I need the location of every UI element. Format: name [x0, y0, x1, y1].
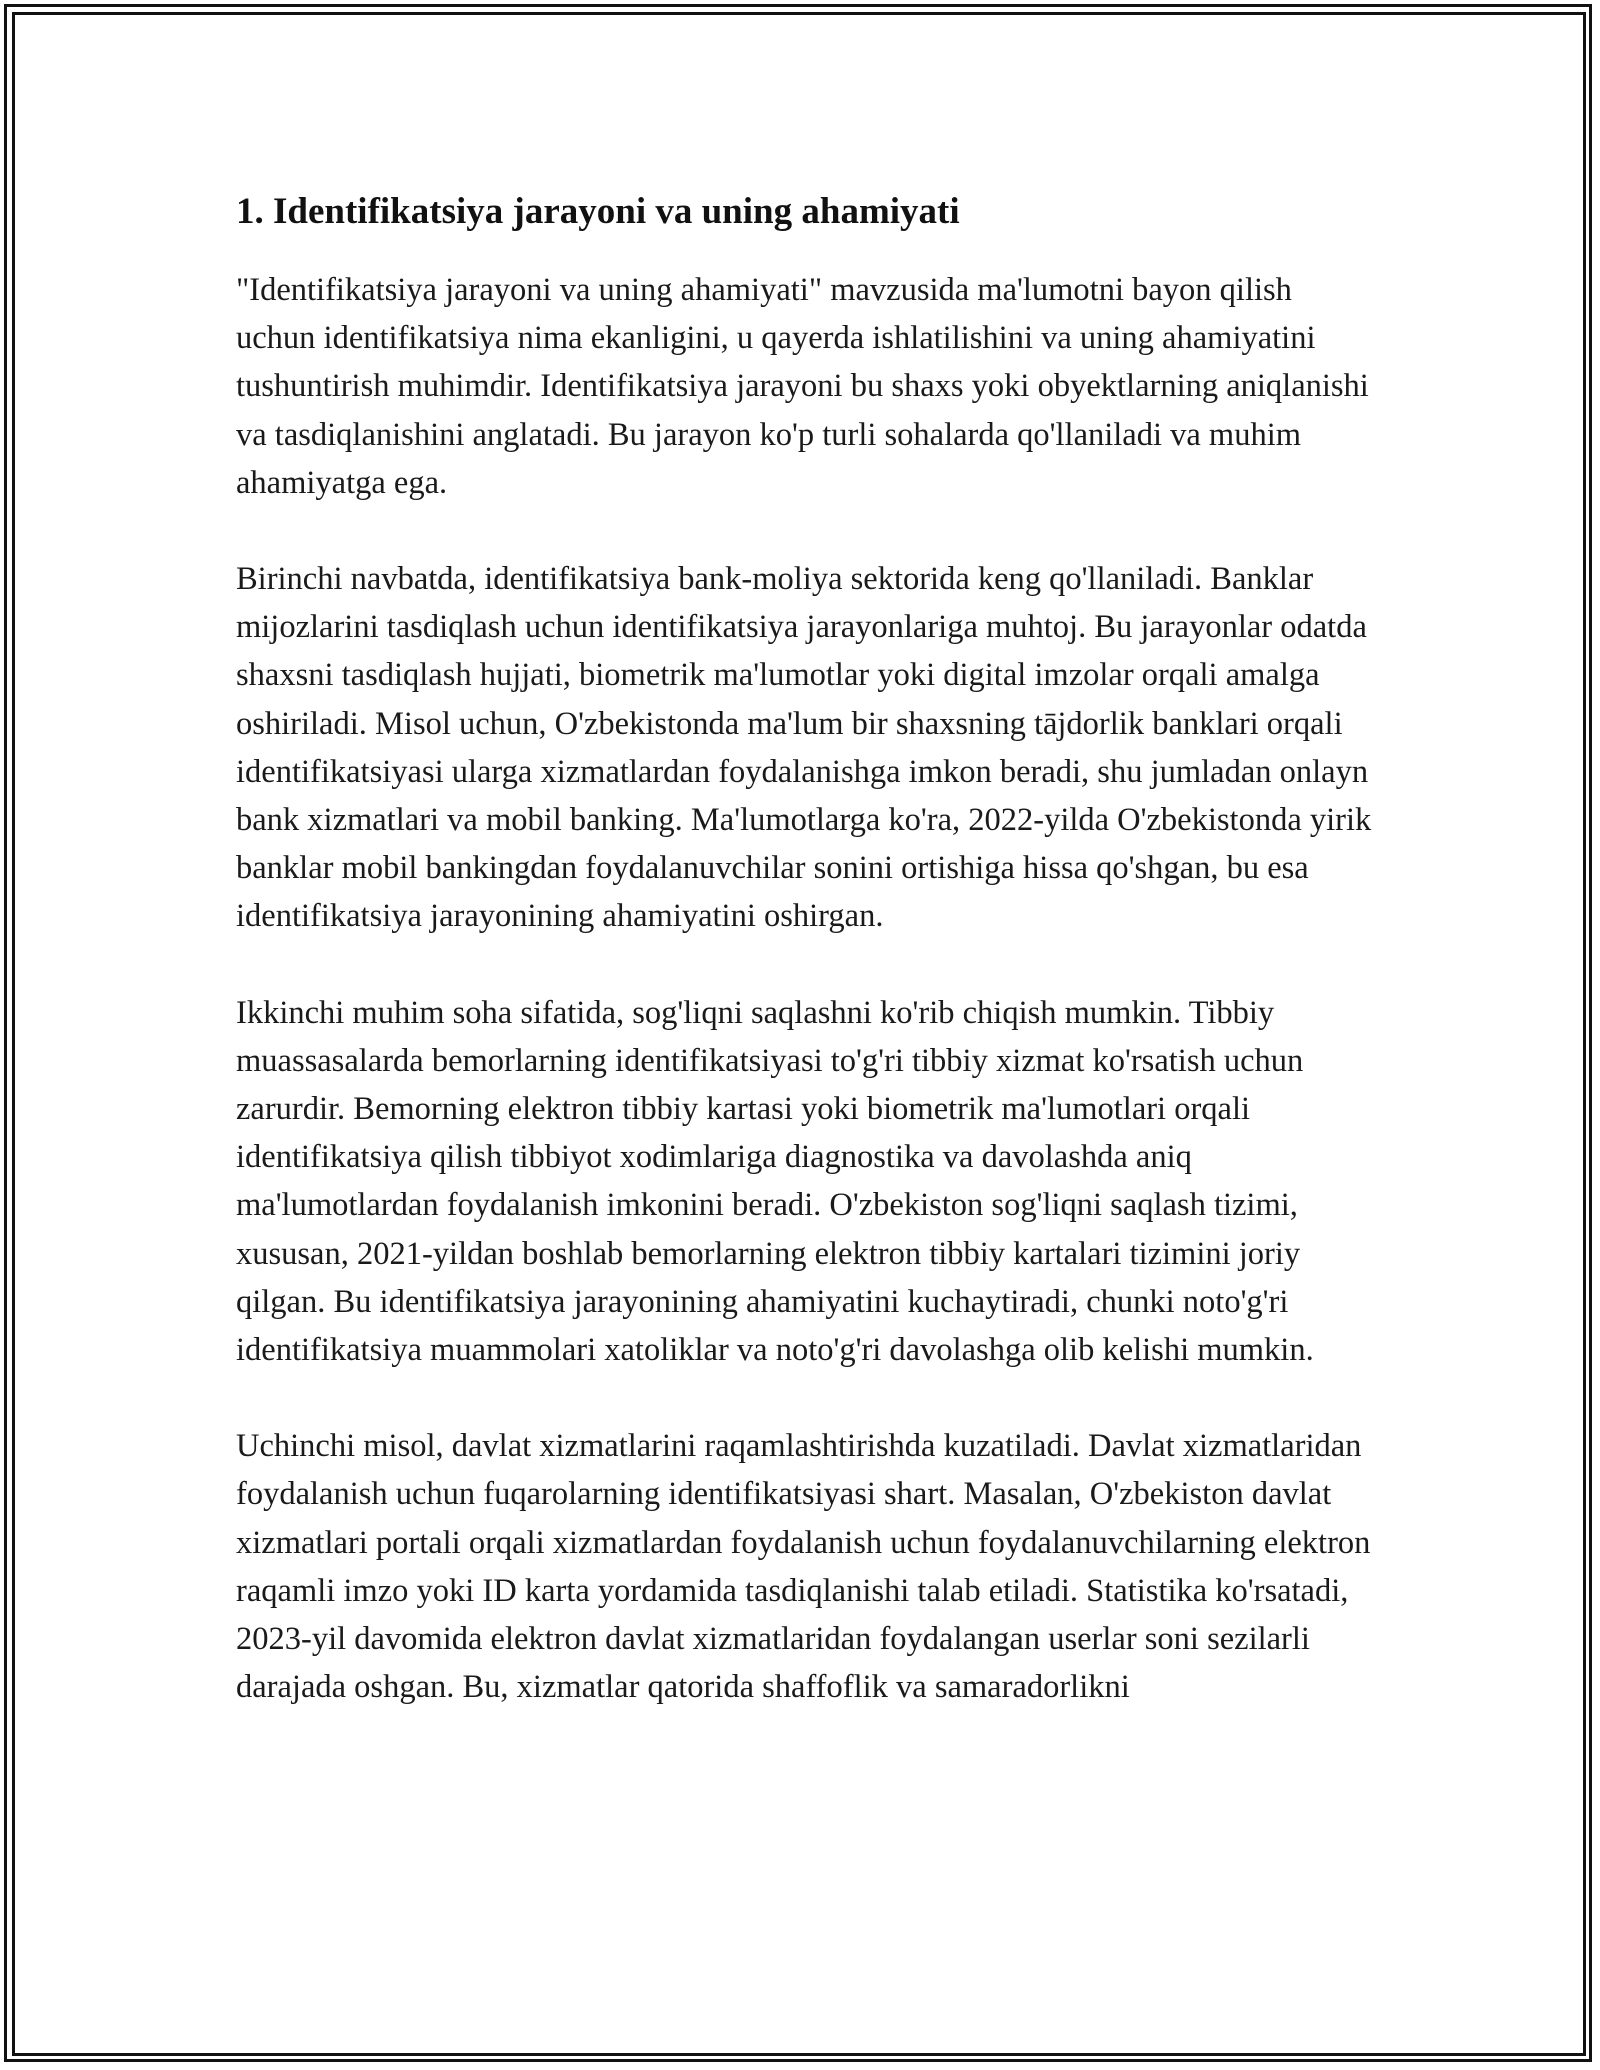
- document-body: [236, 188, 1376, 1759]
- paragraph-banking: Birinchi navbatda, identifikatsiya bank-moliya sektorida keng qo'llaniladi. Banklar mijozlarini tasdiqlash uchun identifikatsiya jarayonlariga muhtoj. Bu jarayonlar odatda shaxsni tasdiqlash hujjati, biometrik ma'lumotlar yoki digital imzolar orqali amalga oshiriladi. Misol uchun, O'zbekistonda ma'lum bir shaxsning tājdorlik banklari orqali identifikatsiyasi ularga xizmatlardan foydalanishga imkon beradi, shu jumladan onlayn bank xizmatlari va mobil banking. Ma'lumotlarga ko'ra, 2022-yilda O'zbekistonda yirik banklar mobil bankingdan foydalanuvchilar sonini ortishiga hissa qo'shgan, bu esa identifikatsiya jarayonining ahamiyatini oshirgan.: [236, 561, 1372, 935]
- section-heading: 1. Identifikatsiya jarayoni va uning ahamiyati: [236, 191, 960, 232]
- paragraph-healthcare: Ikkinchi muhim soha sifatida, sog'liqni saqlashni ko'rib chiqish mumkin. Tibbiy muassasalarda bemorlarning identifikatsiyasi to'g'ri tibbiy xizmat ko'rsatish uchun zarurdir. Bemorning elektron tibbiy kartasi yoki biometrik ma'lumotlari orqali identifikatsiya qilish tibbiyot xodimlariga diagnostika va davolashda aniq ma'lumotlardan foydalanish imkonini beradi. O'zbekiston sog'liqni saqlash tizimi, xususan, 2021-yildan boshlab bemorlarning elektron tibbiy kartalari tizimini joriy qilgan. Bu identifikatsiya jarayonining ahamiyatini kuchaytiradi, chunki noto'g'ri identifikatsiya muammolari xatoliklar va noto'g'ri davolashga olib kelishi mumkin.: [236, 994, 1314, 1369]
- paragraph-intro: "Identifikatsiya jarayoni va uning ahamiyati" mavzusida ma'lumotni bayon qilish uchun identifikatsiya nima ekanligini, u qayerda ishlatilishini va uning ahamiyatini tushuntirish muhimdir. Identifikatsiya jarayoni bu shaxs yoki obyektlarning aniqlanishi va tasdiqlanishini anglatadi. Bu jarayon ko'p turli sohalarda qo'llaniladi va muhim ahamiyatga ega.: [236, 272, 1369, 501]
- paragraph-government-services: Uchinchi misol, davlat xizmatlarini raqamlashtirishda kuzatiladi. Davlat xizmatlaridan foydalanish uchun fuqarolarning identifikatsiyasi shart. Masalan, O'zbekiston davlat xizmatlari portali orqali xizmatlardan foydalanish uchun foydalanuvchilarning elektron raqamli imzo yoki ID karta yordamida tasdiqlanishi talab etiladi. Statistika ko'rsatadi, 2023-yil davomida elektron davlat xizmatlaridan foydalangan userlar soni sezilarli darajada oshgan. Bu, xizmatlar qatorida shaffoflik va samaradorlikni: [236, 1428, 1371, 1706]
